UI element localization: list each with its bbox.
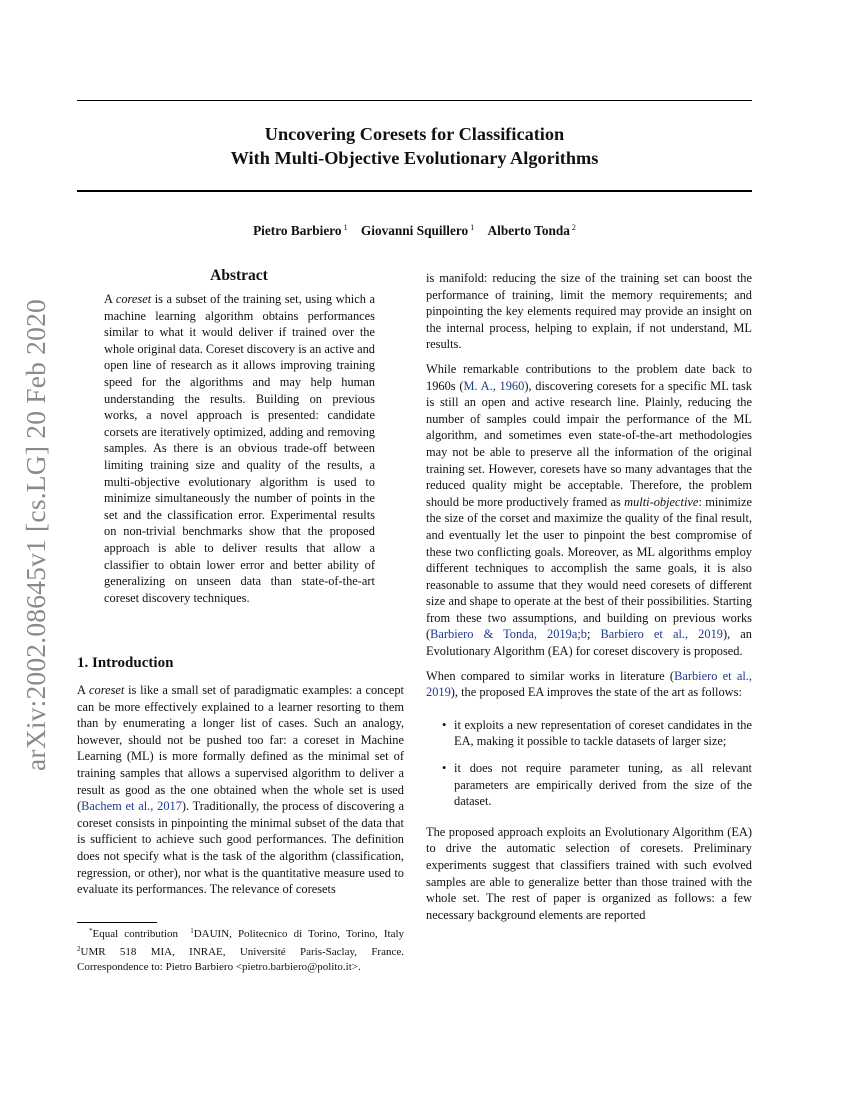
affiliation-mark: 2: [571, 223, 576, 232]
citation-link[interactable]: Barbiero et al., 2019: [426, 668, 753, 700]
affiliation-mark: 1: [343, 223, 348, 232]
arxiv-margin-stamp: arXiv:2002.08645v1 [cs.LG] 20 Feb 2020: [20, 299, 51, 771]
author-list: [77, 220, 752, 239]
section-heading-introduction: 1. Introduction: [77, 655, 174, 671]
author: Alberto Tonda $^2$: [487, 223, 576, 238]
title-rule-top: [77, 100, 752, 101]
right-column: [426, 270, 752, 923]
correspondence: Correspondence to: Pietro Barbiero <pietro.barbiero@polito.it>.: [77, 961, 361, 973]
bullet-icon: •: [442, 761, 447, 776]
intro-paragraph-4: The proposed approach exploits an Evolutionary Algorithm (EA) to drive the automatic selection of coresets. Preliminary experiments suggest that classifiers trained with such evolved samples are able to generalize better than those trained with the whole set. The rest of paper is organized as follows: a few necessary background elements are reported: [426, 824, 752, 922]
intro-paragraph-2: While remarkable contributions to the problem date back to 1960s (M. A., 1960), discovering coresets for a specific ML task is still an open and active research line. Plainly, reducing the number of samples could impair the performance of the ML algorithm, and sometimes even state-of-the-art methodologies may not be able to preserve all the information of the original training set. However, coresets have so many advantages that the reduced quality might be acceptable. Therefore, the problem should be more productively framed as multi-objective: minimize the size of the corset and maximize the quality of the final result, and eventually let the user to pinpoint the best compromise of these two conflicting goals. Moreover, as ML algorithms employ different techniques to accomplish the same goals, it is also reasonable to assume that they would need coresets of different size and shape to operate at the best of their possibilities. Starting from these two assumptions, and building on previous works (Barbiero & Tonda, 2019a;b; Barbiero et al., 2019), an Evolutionary Algorithm (EA) for coreset discovery is proposed.: [426, 361, 753, 659]
citation-link[interactable]: M. A., 1960: [463, 378, 525, 393]
footnote-rule: [77, 922, 157, 923]
author: Pietro Barbiero $^1$: [253, 223, 348, 238]
list-item: • it does not require parameter tuning, as all relevant parameters are empirically derived from the size of the dataset.: [442, 761, 752, 809]
intro-left-column: [77, 682, 404, 898]
title-rule-bottom: [77, 190, 752, 192]
intro-paragraph-1-continued: is manifold: reducing the size of the training set can boost the performance of training, limit the memory requirements; and pinpointing the key elements required may provide an insight on the internal process, helping to explain, if not understand, ML results.: [426, 271, 752, 352]
list-item: • it exploits a new representation of coreset candidates in the EA, making it possible to tackle datasets of larger size;: [442, 717, 752, 749]
title-line-2: With Multi-Objective Evolutionary Algorithms: [230, 148, 599, 168]
footnote: *Equal contribution $^1$DAUIN, Politecnico di Torino, Torino, Italy $^2$UMR 518 MIA, INRAE, Université Paris-Saclay, France. Correspondence to: Pietro Barbiero <pietro.barbiero@polito.it>.: [77, 927, 405, 973]
abstract-text: A coreset is a subset of the training set, using which a machine learning algorithm obtains performances similar to what it would deliver if trained over the whole original data. Coreset discovery is an active and open line of research as it allows improving training speed for the algorithms and may help human understanding the results. Building on previous works, a novel approach is presented: candidate corsets are iteratively optimized, adding and removing samples. As there is an obvious trade-off between limiting training size and quality of the results, a multi-objective evolutionary algorithm is used to minimize simultaneously the number of points in the set and the classification error. Experimental results on non-trivial benchmarks show that the proposed approach is able to deliver results that allow a classifier to obtain lower error and better ability of generalizing on unseen data than state-of-the-art coreset discovery techniques.: [104, 292, 375, 605]
title-line-1: Uncovering Coresets for Classification: [264, 124, 565, 144]
bullet-icon: •: [442, 717, 447, 732]
contribution-list: [426, 717, 752, 810]
affiliation-mark: 1: [470, 223, 475, 232]
intro-paragraph-3: When compared to similar works in literature (Barbiero et al., 2019), the proposed EA improves the state of the art as follows:: [426, 668, 753, 700]
paper-title: [77, 122, 752, 170]
citation-link[interactable]: Barbiero et al., 2019: [600, 627, 723, 642]
citation-link[interactable]: Barbiero & Tonda, 2019a;b: [430, 627, 587, 642]
citation-link[interactable]: Bachem et al., 2017: [81, 799, 182, 814]
intro-paragraph-1: A coreset is like a small set of paradigmatic examples: a concept can be more effectively explained to a learner resorting to them than by enumerating a longer list of cases. Such an analogy, however, should not be pushed too far: a coreset in Machine Learning (ML) is more formally defined as the minimal set of training samples that allows a supervised algorithm to deliver a result as good as the one obtained when the whole set is used (Bachem et al., 2017). Traditionally, the process of discovering a coreset consists in pinpointing the minimal subset of the data that is sufficient to achieve such good performances. The definition does not specify what is the task of the algorithm (classification, regression, or other), nor what is the quantitative measure used to evaluate its performances. The relevance of coresets: [77, 683, 404, 897]
author: Giovanni Squillero $^1$: [360, 223, 475, 238]
abstract-heading: Abstract: [210, 267, 268, 284]
